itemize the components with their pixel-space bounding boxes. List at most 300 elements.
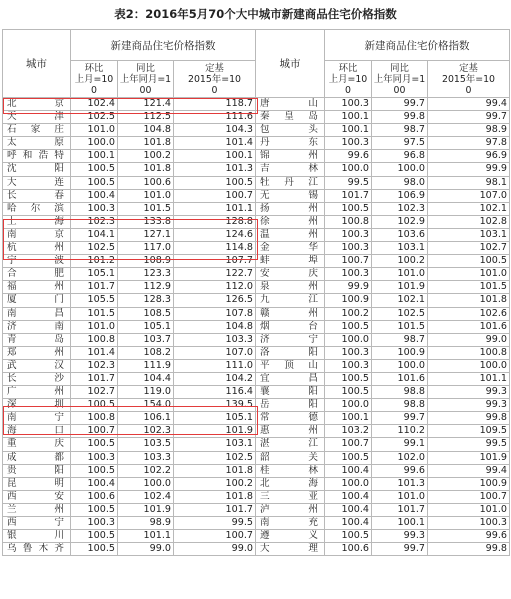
index-value: 99.8	[372, 111, 428, 124]
city-name: 赣 州	[256, 307, 325, 320]
index-value: 98.7	[372, 124, 428, 137]
index-value: 139.5	[174, 399, 256, 412]
city-name: 海 口	[3, 425, 71, 438]
table-row	[3, 425, 510, 438]
city-name: 湛 江	[256, 438, 325, 451]
index-value: 101.0	[428, 503, 510, 516]
index-value: 100.3	[325, 228, 372, 241]
index-value: 100.0	[71, 137, 118, 150]
city-name: 唐 山	[256, 98, 325, 111]
city-name: 成 都	[3, 451, 71, 464]
index-value: 100.5	[71, 438, 118, 451]
index-value: 105.5	[71, 294, 118, 307]
index-value: 96.8	[372, 150, 428, 163]
index-value: 100.4	[325, 517, 372, 530]
table-title: 表2：2016年5月70个大中城市新建商品住宅价格指数	[114, 7, 397, 21]
mom-header-right: 环比 上月=10 0	[325, 61, 372, 98]
index-value: 103.6	[372, 228, 428, 241]
index-value: 100.5	[325, 372, 372, 385]
city-name: 泉 州	[256, 281, 325, 294]
index-value: 122.7	[174, 268, 256, 281]
index-value: 116.4	[174, 386, 256, 399]
table-row	[3, 150, 510, 163]
city-name: 安 庆	[256, 268, 325, 281]
index-value: 99.4	[428, 464, 510, 477]
mom-header-left: 环比 上月=10 0	[71, 61, 118, 98]
table-row	[3, 451, 510, 464]
index-group-header-right: 新建商品住宅价格指数	[325, 30, 510, 61]
index-value: 121.4	[118, 98, 174, 111]
table-row	[3, 386, 510, 399]
index-value: 101.9	[428, 451, 510, 464]
index-value: 100.5	[71, 176, 118, 189]
index-value: 100.0	[325, 333, 372, 346]
index-value: 101.7	[71, 372, 118, 385]
index-value: 104.3	[174, 124, 256, 137]
index-value: 111.9	[118, 359, 174, 372]
index-value: 105.1	[118, 320, 174, 333]
index-group-header-left: 新建商品住宅价格指数	[71, 30, 256, 61]
index-value: 99.9	[428, 163, 510, 176]
index-value: 100.7	[71, 425, 118, 438]
index-value: 101.2	[71, 255, 118, 268]
city-name: 大 理	[256, 543, 325, 556]
index-value: 99.7	[428, 111, 510, 124]
index-value: 100.7	[428, 490, 510, 503]
index-value: 101.5	[372, 320, 428, 333]
index-value: 105.1	[174, 412, 256, 425]
city-name: 福 州	[3, 281, 71, 294]
index-value: 102.1	[428, 202, 510, 215]
table-row	[3, 412, 510, 425]
index-value: 99.8	[428, 543, 510, 556]
city-name: 平 顶 山	[256, 359, 325, 372]
index-value: 100.3	[325, 98, 372, 111]
index-value: 100.5	[71, 543, 118, 556]
index-value: 100.6	[325, 543, 372, 556]
index-value: 102.1	[372, 294, 428, 307]
index-value: 101.1	[118, 530, 174, 543]
index-value: 100.5	[428, 255, 510, 268]
index-value: 100.3	[71, 451, 118, 464]
index-value: 101.9	[174, 425, 256, 438]
index-value: 100.5	[325, 202, 372, 215]
index-value: 99.7	[372, 543, 428, 556]
index-value: 102.8	[428, 215, 510, 228]
index-value: 103.1	[428, 228, 510, 241]
index-value: 118.7	[174, 98, 256, 111]
index-value: 111.6	[174, 111, 256, 124]
index-value: 99.0	[118, 543, 174, 556]
index-value: 101.1	[428, 372, 510, 385]
index-value: 106.1	[118, 412, 174, 425]
index-value: 100.1	[372, 517, 428, 530]
city-name: 烟 台	[256, 320, 325, 333]
index-value: 100.2	[372, 255, 428, 268]
city-name: 郑 州	[3, 346, 71, 359]
city-name: 济 南	[3, 320, 71, 333]
city-name: 西 安	[3, 490, 71, 503]
city-name: 洛 阳	[256, 346, 325, 359]
city-name: 呼和浩特	[3, 150, 71, 163]
index-value: 100.2	[118, 150, 174, 163]
index-value: 101.8	[174, 464, 256, 477]
index-value: 101.8	[174, 490, 256, 503]
index-value: 101.0	[71, 124, 118, 137]
city-name: 太 原	[3, 137, 71, 150]
index-value: 100.8	[71, 333, 118, 346]
index-value: 105.1	[71, 268, 118, 281]
index-value: 119.0	[118, 386, 174, 399]
table-row	[3, 137, 510, 150]
index-value: 100.3	[428, 517, 510, 530]
index-value: 103.5	[118, 438, 174, 451]
table-row	[3, 163, 510, 176]
city-name: 重 庆	[3, 438, 71, 451]
index-value: 100.3	[325, 268, 372, 281]
index-value: 154.0	[118, 399, 174, 412]
table-row	[3, 438, 510, 451]
index-value: 100.5	[71, 503, 118, 516]
index-value: 99.3	[428, 399, 510, 412]
index-value: 100.5	[325, 530, 372, 543]
index-value: 102.3	[71, 215, 118, 228]
table-row	[3, 202, 510, 215]
index-value: 98.0	[372, 176, 428, 189]
index-value: 102.5	[71, 242, 118, 255]
index-value: 103.3	[118, 451, 174, 464]
index-value: 96.9	[428, 150, 510, 163]
table-row	[3, 228, 510, 241]
index-value: 99.7	[372, 412, 428, 425]
index-value: 100.6	[71, 490, 118, 503]
index-value: 104.2	[174, 372, 256, 385]
index-value: 98.1	[428, 176, 510, 189]
city-name: 银 川	[3, 530, 71, 543]
table-row	[3, 399, 510, 412]
city-name: 扬 州	[256, 202, 325, 215]
index-value: 102.3	[118, 425, 174, 438]
index-value: 102.5	[372, 307, 428, 320]
index-value: 100.1	[174, 150, 256, 163]
city-name: 南 充	[256, 517, 325, 530]
city-header-left: 城市	[3, 30, 71, 98]
city-name: 北 海	[256, 477, 325, 490]
index-value: 99.0	[174, 543, 256, 556]
city-name: 丹 东	[256, 137, 325, 150]
index-value: 98.8	[372, 399, 428, 412]
index-value: 112.9	[118, 281, 174, 294]
index-value: 106.9	[372, 189, 428, 202]
index-value: 100.1	[325, 412, 372, 425]
table-row	[3, 490, 510, 503]
index-value: 104.1	[71, 228, 118, 241]
index-value: 100.9	[325, 294, 372, 307]
index-value: 100.1	[325, 124, 372, 137]
city-name: 泸 州	[256, 503, 325, 516]
city-name: 桂 林	[256, 464, 325, 477]
index-value: 99.5	[174, 517, 256, 530]
table-row	[3, 98, 510, 111]
index-value: 102.3	[372, 202, 428, 215]
index-value: 101.0	[428, 268, 510, 281]
index-value: 123.3	[118, 268, 174, 281]
index-value: 133.8	[118, 215, 174, 228]
index-value: 100.5	[71, 464, 118, 477]
index-value: 100.5	[174, 176, 256, 189]
city-name: 秦 皇 岛	[256, 111, 325, 124]
city-name: 哈 尔 滨	[3, 202, 71, 215]
index-value: 100.1	[325, 111, 372, 124]
city-name: 三 亚	[256, 490, 325, 503]
city-name: 天 津	[3, 111, 71, 124]
index-value: 99.5	[325, 176, 372, 189]
city-name: 锦 州	[256, 150, 325, 163]
index-value: 99.6	[372, 464, 428, 477]
city-name: 大 连	[3, 176, 71, 189]
index-value: 107.0	[174, 346, 256, 359]
index-value: 99.8	[428, 412, 510, 425]
index-value: 99.0	[428, 333, 510, 346]
table-row	[3, 530, 510, 543]
index-value: 100.5	[71, 399, 118, 412]
index-value: 114.8	[174, 242, 256, 255]
table-row	[3, 242, 510, 255]
index-value: 100.7	[174, 189, 256, 202]
index-value: 100.3	[71, 202, 118, 215]
index-value: 100.0	[118, 477, 174, 490]
index-value: 101.4	[174, 137, 256, 150]
table-row	[3, 176, 510, 189]
index-value: 101.1	[174, 202, 256, 215]
index-value: 100.5	[71, 163, 118, 176]
table-row	[3, 333, 510, 346]
index-value: 99.3	[428, 386, 510, 399]
index-value: 112.5	[118, 111, 174, 124]
table-row	[3, 215, 510, 228]
city-name: 上 海	[3, 215, 71, 228]
index-value: 99.1	[372, 438, 428, 451]
index-value: 100.8	[71, 412, 118, 425]
city-name: 杭 州	[3, 242, 71, 255]
city-name: 昆 明	[3, 477, 71, 490]
city-name: 长 春	[3, 189, 71, 202]
index-value: 108.9	[118, 255, 174, 268]
table-row	[3, 294, 510, 307]
table-row	[3, 255, 510, 268]
city-name: 长 沙	[3, 372, 71, 385]
index-value: 109.5	[428, 425, 510, 438]
city-name: 南 昌	[3, 307, 71, 320]
index-value: 102.4	[71, 98, 118, 111]
table-row	[3, 281, 510, 294]
city-name: 徐 州	[256, 215, 325, 228]
index-value: 111.0	[174, 359, 256, 372]
index-value: 101.5	[71, 307, 118, 320]
city-name: 惠 州	[256, 425, 325, 438]
index-value: 101.6	[372, 372, 428, 385]
index-value: 100.7	[325, 438, 372, 451]
index-value: 102.9	[372, 215, 428, 228]
city-name: 牡 丹 江	[256, 176, 325, 189]
index-value: 100.9	[428, 477, 510, 490]
city-name: 宜 昌	[256, 372, 325, 385]
index-value: 101.8	[118, 163, 174, 176]
index-value: 102.5	[174, 451, 256, 464]
index-value: 102.0	[372, 451, 428, 464]
index-value: 100.2	[174, 477, 256, 490]
index-value: 101.7	[71, 281, 118, 294]
yoy-header-left: 同比 上年同月=1 00	[118, 61, 174, 98]
index-value: 104.4	[118, 372, 174, 385]
index-value: 100.3	[325, 242, 372, 255]
base-header-left: 定基 2015年=10 0	[174, 61, 256, 98]
index-value: 100.8	[325, 215, 372, 228]
index-value: 102.3	[71, 359, 118, 372]
index-value: 100.7	[325, 255, 372, 268]
index-value: 100.0	[325, 477, 372, 490]
index-value: 100.3	[325, 137, 372, 150]
index-value: 102.4	[118, 490, 174, 503]
index-value: 104.8	[118, 124, 174, 137]
index-value: 100.4	[325, 490, 372, 503]
index-value: 127.1	[118, 228, 174, 241]
table-row	[3, 372, 510, 385]
index-value: 101.0	[372, 490, 428, 503]
index-value: 103.1	[174, 438, 256, 451]
index-value: 128.3	[118, 294, 174, 307]
city-name: 广 州	[3, 386, 71, 399]
index-value: 98.9	[428, 124, 510, 137]
table-row	[3, 359, 510, 372]
index-value: 101.4	[71, 346, 118, 359]
table-row	[3, 477, 510, 490]
city-name: 襄 阳	[256, 386, 325, 399]
index-value: 101.7	[325, 189, 372, 202]
index-value: 97.5	[372, 137, 428, 150]
index-value: 103.3	[174, 333, 256, 346]
table-row	[3, 543, 510, 556]
city-name: 青 岛	[3, 333, 71, 346]
city-name: 济 宁	[256, 333, 325, 346]
index-value: 101.9	[372, 281, 428, 294]
index-value: 100.3	[325, 359, 372, 372]
index-value: 100.2	[325, 307, 372, 320]
index-value: 110.2	[372, 425, 428, 438]
table-row	[3, 111, 510, 124]
city-name: 金 华	[256, 242, 325, 255]
city-name: 深 圳	[3, 399, 71, 412]
index-value: 100.5	[325, 386, 372, 399]
index-value: 100.4	[71, 477, 118, 490]
table-row	[3, 307, 510, 320]
index-value: 101.0	[118, 189, 174, 202]
index-value: 101.0	[372, 268, 428, 281]
index-value: 101.5	[118, 202, 174, 215]
index-value: 101.8	[118, 137, 174, 150]
index-value: 100.1	[71, 150, 118, 163]
index-value: 100.4	[325, 503, 372, 516]
index-value: 102.7	[428, 242, 510, 255]
city-name: 石 家 庄	[3, 124, 71, 137]
index-value: 100.0	[372, 163, 428, 176]
index-value: 100.3	[325, 346, 372, 359]
index-value: 99.9	[325, 281, 372, 294]
index-value: 100.0	[428, 359, 510, 372]
index-value: 101.6	[428, 320, 510, 333]
index-value: 98.9	[118, 517, 174, 530]
base-header-right: 定基 2015年=10 0	[428, 61, 510, 98]
index-value: 126.5	[174, 294, 256, 307]
index-value: 128.8	[174, 215, 256, 228]
city-name: 常 德	[256, 412, 325, 425]
city-name: 吉 林	[256, 163, 325, 176]
index-value: 101.7	[372, 503, 428, 516]
index-value: 100.4	[325, 464, 372, 477]
index-value: 100.4	[71, 189, 118, 202]
city-name: 北 京	[3, 98, 71, 111]
city-name: 兰 州	[3, 503, 71, 516]
index-value: 98.8	[372, 386, 428, 399]
index-value: 100.3	[71, 517, 118, 530]
index-value: 100.0	[325, 163, 372, 176]
index-value: 101.0	[71, 320, 118, 333]
index-value: 99.6	[428, 530, 510, 543]
table-row	[3, 189, 510, 202]
index-value: 100.6	[118, 176, 174, 189]
city-header-right: 城市	[256, 30, 325, 98]
index-value: 112.0	[174, 281, 256, 294]
index-value: 100.7	[174, 530, 256, 543]
index-value: 97.8	[428, 137, 510, 150]
city-name: 沈 阳	[3, 163, 71, 176]
city-name: 厦 门	[3, 294, 71, 307]
index-value: 102.7	[71, 386, 118, 399]
index-value: 99.5	[428, 438, 510, 451]
city-name: 南 宁	[3, 412, 71, 425]
index-value: 102.2	[118, 464, 174, 477]
index-value: 102.6	[428, 307, 510, 320]
index-value: 107.7	[174, 255, 256, 268]
table-row	[3, 503, 510, 516]
index-value: 101.3	[174, 163, 256, 176]
index-value: 101.8	[428, 294, 510, 307]
city-name: 蚌 埠	[256, 255, 325, 268]
city-name: 岳 阳	[256, 399, 325, 412]
table-row	[3, 320, 510, 333]
index-value: 100.0	[325, 399, 372, 412]
index-value: 100.5	[325, 451, 372, 464]
city-name: 遵 义	[256, 530, 325, 543]
index-value: 101.7	[174, 503, 256, 516]
index-value: 103.7	[118, 333, 174, 346]
index-value: 100.5	[71, 530, 118, 543]
index-value: 108.2	[118, 346, 174, 359]
city-name: 乌鲁木齐	[3, 543, 71, 556]
city-name: 贵 阳	[3, 464, 71, 477]
index-value: 100.8	[428, 346, 510, 359]
city-name: 宁 波	[3, 255, 71, 268]
index-value: 104.8	[174, 320, 256, 333]
index-value: 99.4	[428, 98, 510, 111]
index-value: 124.6	[174, 228, 256, 241]
index-value: 100.5	[325, 320, 372, 333]
city-name: 包 头	[256, 124, 325, 137]
city-name: 合 肥	[3, 268, 71, 281]
index-value: 102.5	[71, 111, 118, 124]
index-value: 108.5	[118, 307, 174, 320]
city-name: 武 汉	[3, 359, 71, 372]
